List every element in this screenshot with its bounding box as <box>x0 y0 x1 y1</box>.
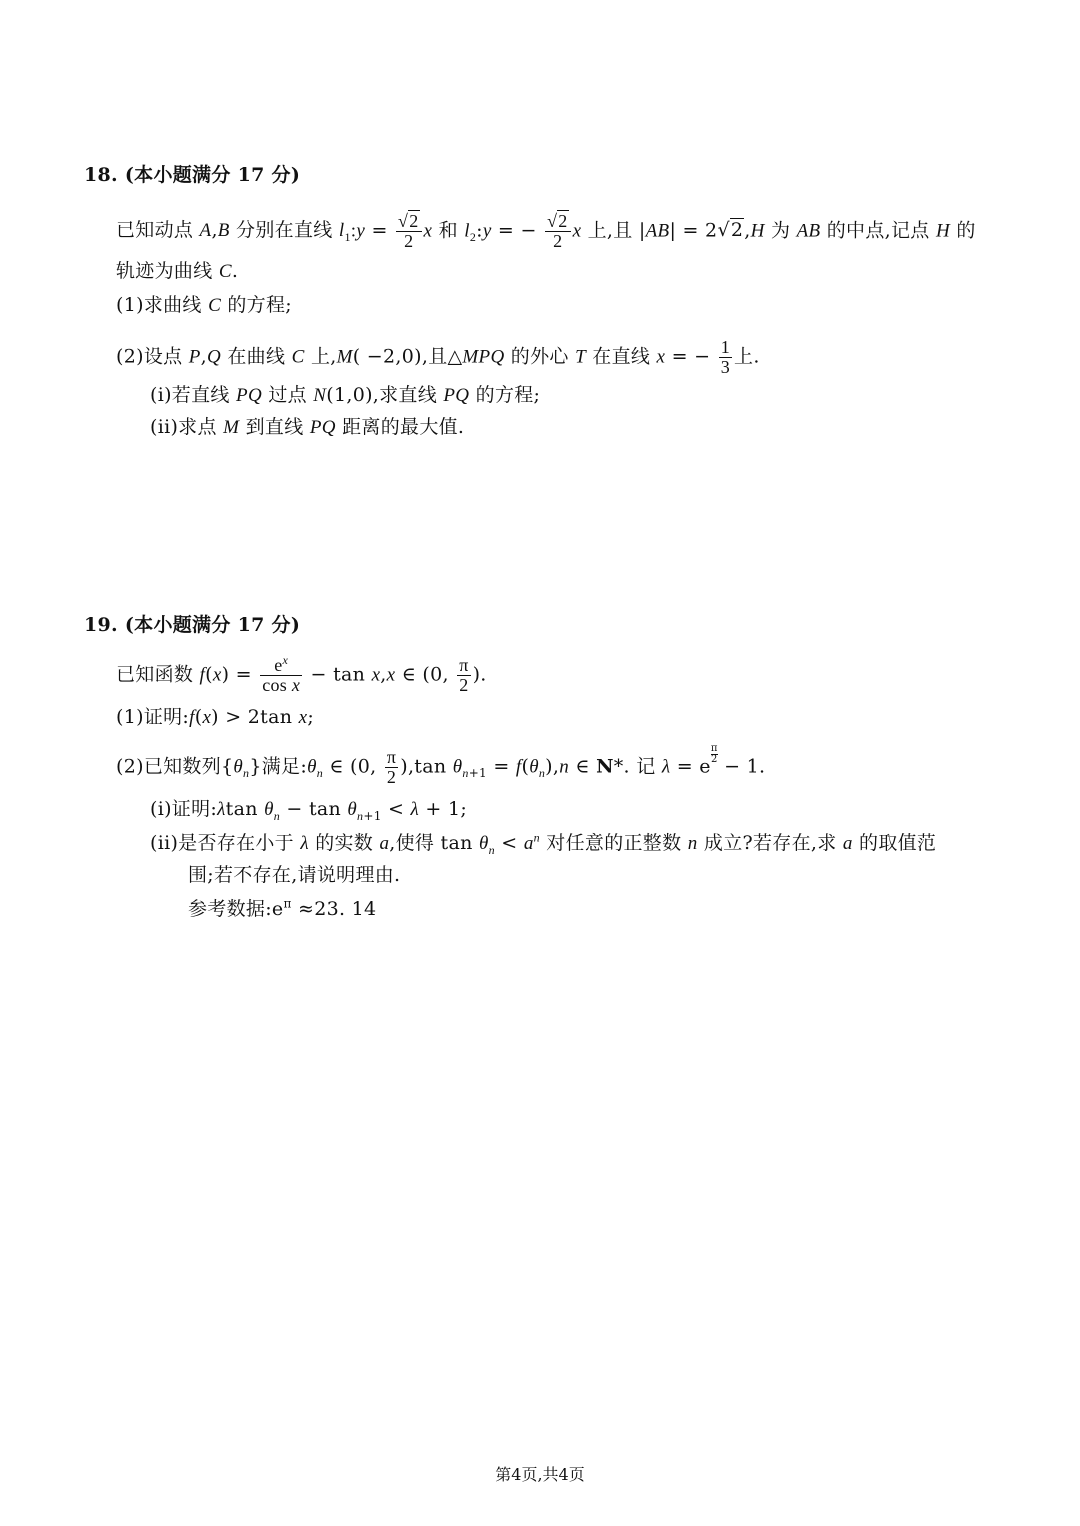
q19-sub-ii: (ii)是否存在小于 λ 的实数 a,使得 $\tan \theta_n < a^n$ 对任意的正整数 n 成立?若存在,求 a 的取值范 <box>150 830 937 857</box>
q18-stem-part1: 已知动点 A,B 分别在直线 $l_1$ <box>116 219 351 245</box>
fraction-sqrt2-over-2: $\frac{√2}{2}$ <box>396 212 422 251</box>
q19-header: 19. (本小题满分 17 分) <box>84 614 301 636</box>
q18-part1: (1)求曲线 C 的方程; <box>116 294 292 316</box>
q18-stem-line2: 轨迹为曲线 C. <box>116 260 239 282</box>
fraction-pi-over-2: $\frac{\pi}{2}$ <box>459 655 469 695</box>
fraction-sqrt2-over-2: $\frac{√2}{2}$ <box>545 212 571 251</box>
q19-stem: 已知函数 f(x) = $\frac{e^x}{\text{cos x}}$ − tan x,x ∈ (0, $\frac{\pi}{2}$ ). <box>116 653 487 695</box>
q19-part1: (1)证明:f(x) > 2tan x; <box>116 706 315 728</box>
exponent-pi-over-2: $\frac{\pi}{2}$ <box>710 743 718 765</box>
q19-part2: (2)已知数列$\{\theta_n\}$满足$:\theta_n$ ∈ (0, $\frac{\pi}{2}$ ),tan $\theta_{n+1} = f(\theta_n),n$ ∈ N*. 记 λ = e $\frac{\pi}{2}$ − 1. <box>116 743 766 787</box>
q19-reference-data: 参考数据$:e^\pi \approx 23$. 14 <box>188 896 377 920</box>
q18-header: 18. (本小题满分 17 分) <box>84 164 301 186</box>
page-footer: 第4页,共4页 <box>495 1465 585 1484</box>
fraction-one-third: $\frac{1}{3}$ <box>720 337 731 377</box>
fraction-pi-over-2: $\frac{\pi}{2}$ <box>386 747 397 787</box>
fraction-ex-over-cosx: $\frac{e^x}{\text{cos x}}$ <box>262 653 301 695</box>
q19-sub-i: (i)证明:λtan $\theta_n - \tan \theta_{n+1} < \lambda + 1$; <box>150 798 468 823</box>
q18-sub-ii: (ii)求点 M 到直线 PQ 距离的最大值. <box>150 416 465 438</box>
q19-sub-ii-line2: 围;若不存在,请说明理由. <box>188 864 401 886</box>
q18-stem-line1: 已知动点 A,B 分别在直线 $l_1:y$ = $\frac{√2}{2}$ x 和 $l_2:y$ = − $\frac{√2}{2}$ x 上,且 |AB| = 2√2,H 为 AB 的中点,记点 H 的 <box>116 211 976 251</box>
q18-part2: (2)设点 P,Q 在曲线 C 上,M( −2,0),且△MPQ 的外心 T 在直线 x = − $\frac{1}{3}$ 上. <box>116 337 760 377</box>
q18-sub-i: (i)若直线 PQ 过点 N(1,0),求直线 PQ 的方程; <box>150 384 541 406</box>
